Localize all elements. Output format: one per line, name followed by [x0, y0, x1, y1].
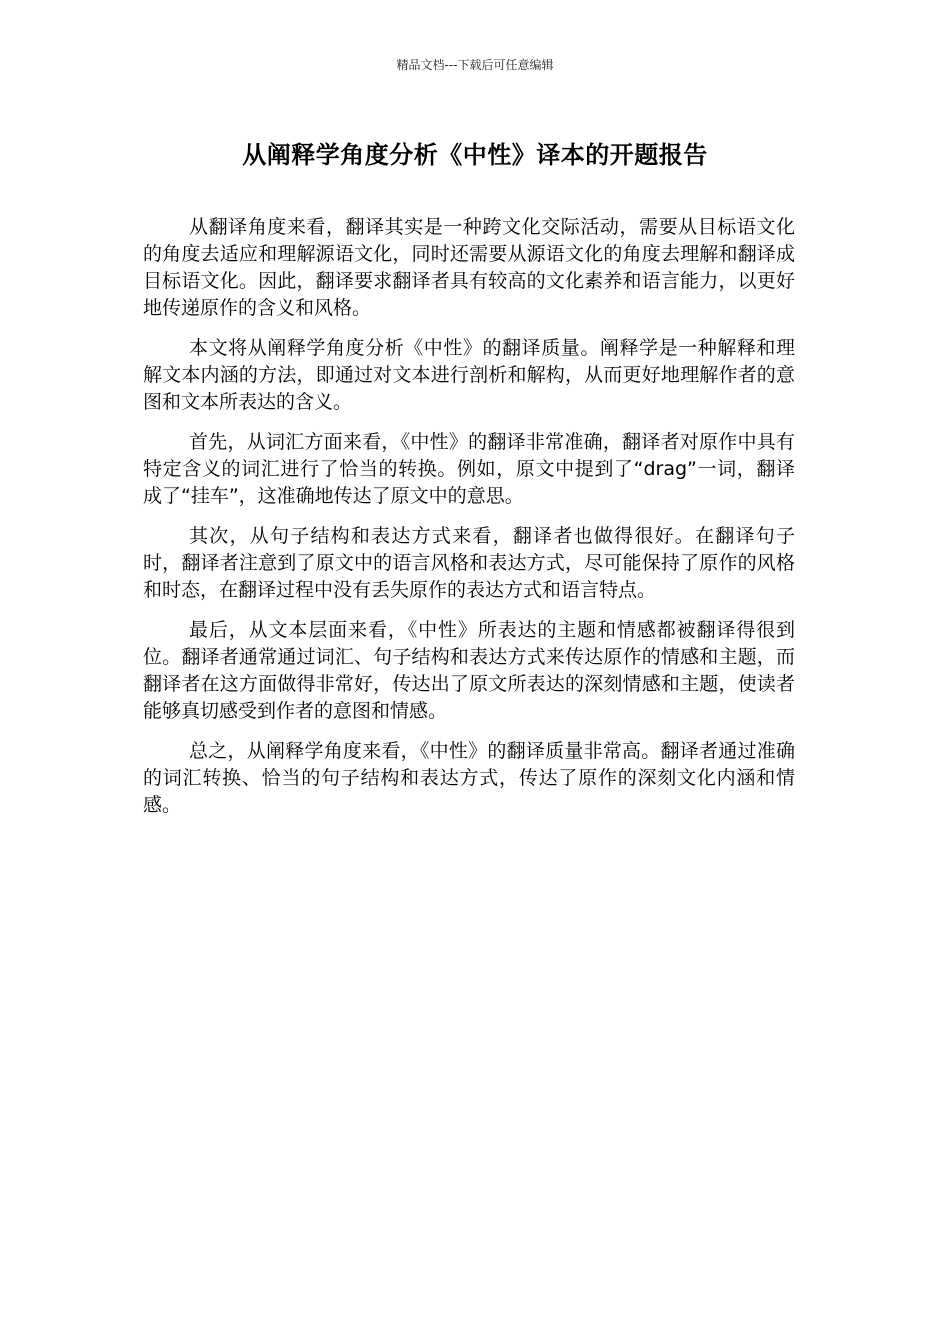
paragraph-5: 最后，从文本层面来看，《中性》所表达的主题和情感都被翻译得很到位。翻译者通常通过词汇、句子结构和表达方式来传达原作的情感和主题，而翻译者在这方面做得非常好，传达出了原文所表达的深刻情感和主题，使读者能够真切感受到作者的意图和情感。 — [143, 619, 795, 722]
document-title: 从阐释学角度分析《中性》译本的开题报告 — [242, 141, 708, 169]
document-body — [143, 214, 795, 832]
paragraph-6: 总之，从阐释学角度来看，《中性》的翻译质量非常高。翻译者通过准确的词汇转换、恰当的句子结构和表达方式，传达了原作的深刻文化内涵和情感。 — [143, 740, 795, 816]
paragraph-4: 其次，从句子结构和表达方式来看，翻译者也做得很好。在翻译句子时，翻译者注意到了原文中的语言风格和表达方式，尽可能保持了原作的风格和时态，在翻译过程中没有丢失原作的表达方式和语言特点。 — [143, 525, 795, 601]
paragraph-3: 首先，从词汇方面来看，《中性》的翻译非常准确，翻译者对原作中具有特定含义的词汇进行了恰当的转换。例如，原文中提到了“drag”一词，翻译成了“挂车”，这准确地传达了原文中的意思。 — [143, 431, 795, 507]
paragraph-2: 本文将从阐释学角度分析《中性》的翻译质量。阐释学是一种解释和理解文本内涵的方法，即通过对文本进行剖析和解构，从而更好地理解作者的意图和文本所表达的含义。 — [143, 337, 795, 413]
paragraph-1: 从翻译角度来看，翻译其实是一种跨文化交际活动，需要从目标语文化的角度去适应和理解源语文化，同时还需要从源语文化的角度去理解和翻译成目标语文化。因此，翻译要求翻译者具有较高的文化素养和语言能力，以更好地传递原作的含义和风格。 — [143, 216, 795, 319]
header-note: 精品文档---下载后可任意编辑 — [396, 58, 554, 72]
